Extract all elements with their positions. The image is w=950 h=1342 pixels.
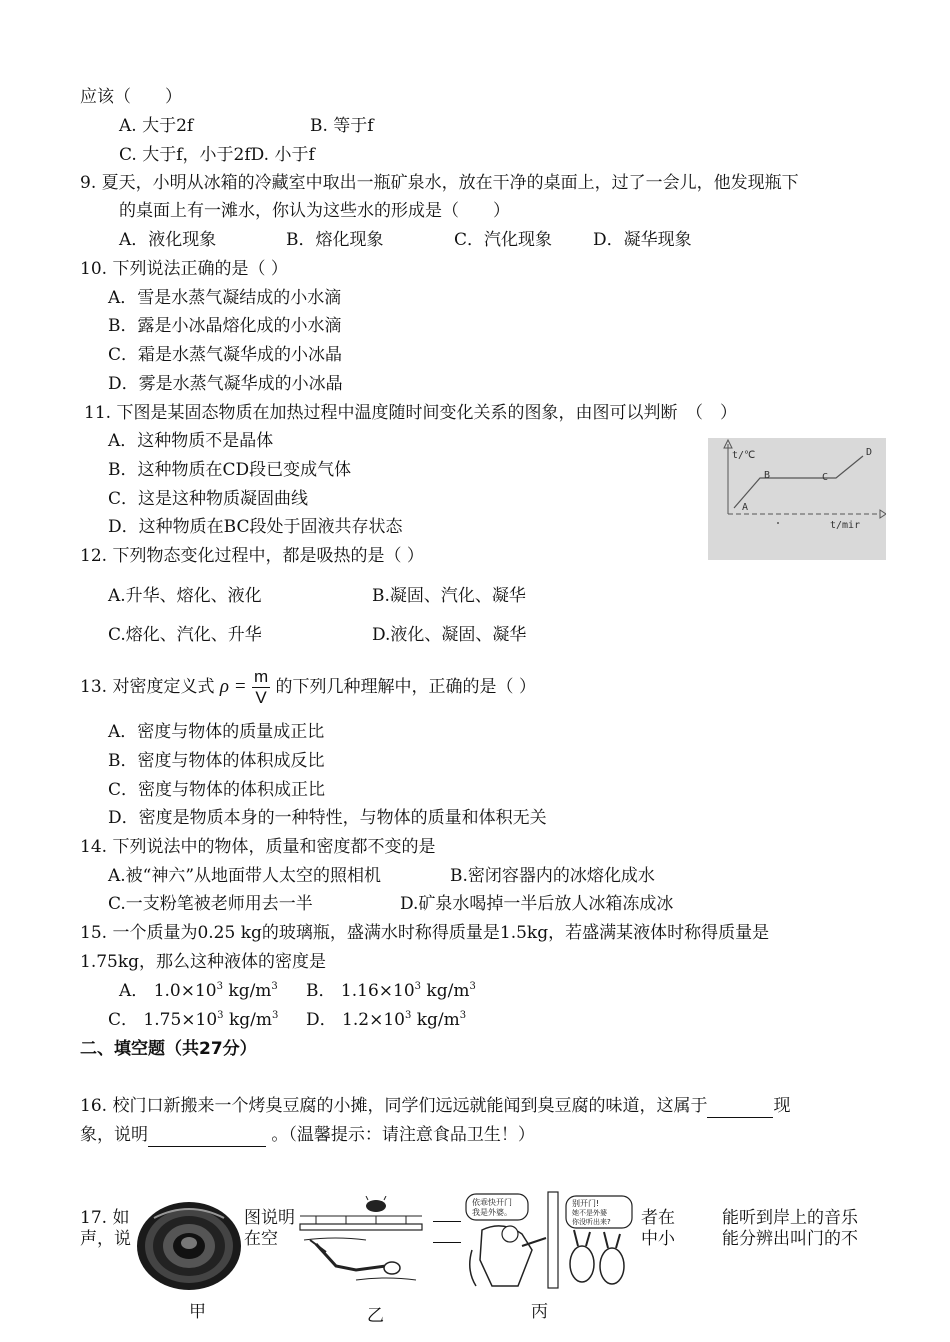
- graph-x-label: t/mir: [830, 520, 861, 531]
- q11-option-c: C．这是这种物质凝固曲线: [108, 489, 309, 509]
- q16-line1-pre: 16. 校门口新搬来一个烤臭豆腐的小摊，同学们远远就能闻到臭豆腐的味道，这属于: [80, 1096, 708, 1116]
- q15-option-a-unit: kg/m: [228, 981, 272, 1001]
- wolf-bubble-line2: 我是外婆。: [472, 1208, 512, 1217]
- graph-curve: [734, 456, 863, 508]
- q12-option-a: A.升华、熔化、液化: [108, 586, 262, 606]
- q16-line2-pre: 象，说明: [80, 1125, 148, 1145]
- q13-stem-post: 的下列几种理解中，正确的是（ ）: [275, 677, 536, 697]
- q15-option-b-label: B．: [306, 981, 336, 1001]
- q15-option-d-value: 1.2×10: [342, 1010, 405, 1030]
- q9-option-d: D．凝华现象: [593, 230, 692, 250]
- wolf-bubble-line1: 依乖快开门: [472, 1198, 512, 1207]
- caption-jia: 甲: [189, 1302, 206, 1322]
- q16-line2: [80, 1124, 535, 1147]
- density-fraction: [252, 667, 270, 708]
- q14-option-a: A.被“神六”从地面带人太空的照相机: [108, 866, 382, 886]
- q9-stem-line1: 9. 夏天，小明从冰箱的冷藏室中取出一瓶矿泉水，放在干净的桌面上，过了一会儿，他发现瓶下: [80, 173, 799, 193]
- q8-stem-tail: 应该（ ）: [80, 87, 182, 107]
- q16-blank-2[interactable]: [148, 1124, 266, 1147]
- caption-bing: 丙: [531, 1302, 548, 1322]
- speaker-picture: [134, 1196, 244, 1292]
- rabbit-bubble-line3: 你没听出来?: [572, 1218, 611, 1226]
- q13-stem-pre: 13. 对密度定义式: [80, 677, 215, 697]
- q16-line1-post: 现: [773, 1096, 791, 1116]
- q17-blank-1[interactable]: [433, 1208, 461, 1222]
- q15-option-d-exp: 3: [404, 1010, 412, 1021]
- q16-blank-1[interactable]: [707, 1095, 773, 1118]
- q9-stem-line2: 的桌面上有一滩水，你认为这些水的形成是（ ）: [119, 201, 510, 221]
- rabbit-bubble-line2: 她不是外婆: [572, 1209, 607, 1217]
- q9-option-b: B．熔化现象: [286, 230, 384, 250]
- q15-option-a-exp: 3: [216, 981, 223, 992]
- caption-yi: 乙: [367, 1306, 384, 1326]
- q13-option-c: C．密度与物体的体积成正比: [108, 780, 326, 800]
- q15-option-d-label: D．: [306, 1010, 337, 1030]
- q9-option-a: A．液化现象: [119, 230, 217, 250]
- q15-option-b-exp: 3: [414, 981, 422, 992]
- q15-stem-line2: 1.75kg，那么这种液体的密度是: [80, 952, 327, 972]
- q17-blank-2[interactable]: [433, 1229, 461, 1243]
- graph-point-d: D: [866, 447, 873, 458]
- q15-option-b: [306, 980, 476, 1002]
- swimmer-picture: [296, 1196, 424, 1286]
- graph-point-b: B: [764, 470, 771, 481]
- graph-speck: [777, 522, 779, 524]
- q12-option-b: B.凝固、汽化、凝华: [372, 586, 526, 606]
- q15-option-d-unit: kg/m: [416, 1010, 460, 1030]
- q17-line2-a: 声，说: [80, 1229, 131, 1249]
- q14-stem: 14. 下列说法中的物体，质量和密度都不变的是: [80, 837, 436, 857]
- swimmer-icon: [296, 1196, 424, 1286]
- q15-option-b-value: 1.16×10: [340, 981, 415, 1001]
- graph-point-c: C: [822, 472, 829, 483]
- q10-option-b: B．露是小冰晶熔化成的小水滴: [108, 316, 342, 336]
- graph-svg: [708, 438, 886, 560]
- q15-option-c-unit-exp: 3: [271, 1010, 279, 1021]
- q12-option-d: D.液化、凝固、凝华: [372, 625, 527, 645]
- q15-option-a: [119, 980, 278, 1002]
- q15-option-a-label: A．: [119, 981, 149, 1001]
- q11-stem: 11. 下图是某固态物质在加热过程中温度随时间变化关系的图象，由图可以判断 （ ）: [84, 403, 737, 423]
- fraction-numerator: m: [253, 667, 269, 686]
- graph-x-arrow-icon: [880, 510, 886, 518]
- temperature-time-graph: [708, 438, 886, 560]
- q17-line1-d: 能听到岸上的音乐: [722, 1208, 858, 1228]
- q11-option-a: A．这种物质不是晶体: [108, 431, 274, 451]
- q8-option-b: B. 等于f: [310, 116, 374, 136]
- q15-option-d: [306, 1009, 466, 1031]
- graph-point-a: A: [742, 502, 749, 513]
- q12-stem: 12. 下列物态变化过程中，都是吸热的是（ ）: [80, 546, 424, 566]
- q15-option-a-value: 1.0×10: [153, 981, 217, 1001]
- q15-option-d-unit-exp: 3: [459, 1010, 467, 1021]
- q14-option-c: C.一支粉笔被老师用去一半: [108, 894, 313, 914]
- q10-option-a: A．雪是水蒸气凝结成的小水滴: [108, 288, 342, 308]
- q17-line1-b: 图说明: [244, 1208, 295, 1228]
- q17-line1-c: 者在: [641, 1208, 675, 1228]
- graph-y-label: t/℃: [732, 450, 756, 461]
- q13-option-d: D．密度是物质本身的一种特性，与物体的质量和体积无关: [108, 808, 547, 828]
- q16-line2-post: 。（温馨提示：请注意食品卫生！）: [271, 1125, 535, 1145]
- q16-line1: [80, 1095, 790, 1118]
- section-2-title: 二、填空题（共27分）: [80, 1039, 257, 1059]
- q13-option-a: A．密度与物体的质量成正比: [108, 722, 325, 742]
- q15-option-c-label: C．: [108, 1010, 139, 1030]
- q10-option-d: D．雾是水蒸气凝华成的小冰晶: [108, 374, 343, 394]
- rabbit-bubble-line1: 别开门!: [572, 1199, 600, 1208]
- q15-option-a-unit-exp: 3: [271, 981, 278, 992]
- q15-option-b-unit-exp: 3: [469, 981, 476, 992]
- q14-option-d: D.矿泉水喝掉一半后放人冰箱冻成冰: [400, 894, 674, 914]
- q11-option-b: B．这种物质在CD段已变成气体: [108, 460, 352, 480]
- q10-stem: 10. 下列说法正确的是（ ）: [80, 259, 288, 279]
- q15-option-b-unit: kg/m: [426, 981, 470, 1001]
- q13-stem: [80, 664, 536, 710]
- q13-option-b: B．密度与物体的体积成反比: [108, 751, 325, 771]
- q15-option-c: [108, 1009, 278, 1031]
- q9-option-c: C．汽化现象: [454, 230, 553, 250]
- q8-option-cd: C. 大于f，小于2fD. 小于f: [119, 145, 315, 165]
- q15-option-c-value: 1.75×10: [143, 1010, 218, 1030]
- q15-option-c-exp: 3: [217, 1010, 224, 1021]
- q17-line2-d: 能分辨出叫门的不: [722, 1229, 858, 1249]
- q8-option-a: A. 大于2f: [119, 116, 194, 136]
- wolf-rabbits-illustration: [462, 1190, 638, 1290]
- q17-line2-c: 中小: [641, 1229, 675, 1249]
- q12-option-c: C.熔化、汽化、升华: [108, 625, 262, 645]
- q14-option-b: B.密闭容器内的冰熔化成水: [450, 866, 655, 886]
- wolf-rabbits-picture: [462, 1190, 638, 1290]
- q15-stem-line1: 15. 一个质量为0.25 kg的玻璃瓶，盛满水时称得质量是1.5kg，若盛满某液体时称得质量是: [80, 923, 770, 943]
- q13-rho: ρ =: [219, 676, 247, 697]
- q11-option-d: D．这种物质在BC段处于固液共存状态: [108, 517, 403, 537]
- q15-option-c-unit: kg/m: [228, 1010, 272, 1030]
- fraction-denominator: V: [255, 688, 267, 707]
- speaker-icon: [134, 1196, 244, 1292]
- q10-option-c: C．霜是水蒸气凝华成的小冰晶: [108, 345, 343, 365]
- q17-line1-a: 17. 如: [80, 1208, 130, 1228]
- q17-line2-b: 在空: [244, 1229, 278, 1249]
